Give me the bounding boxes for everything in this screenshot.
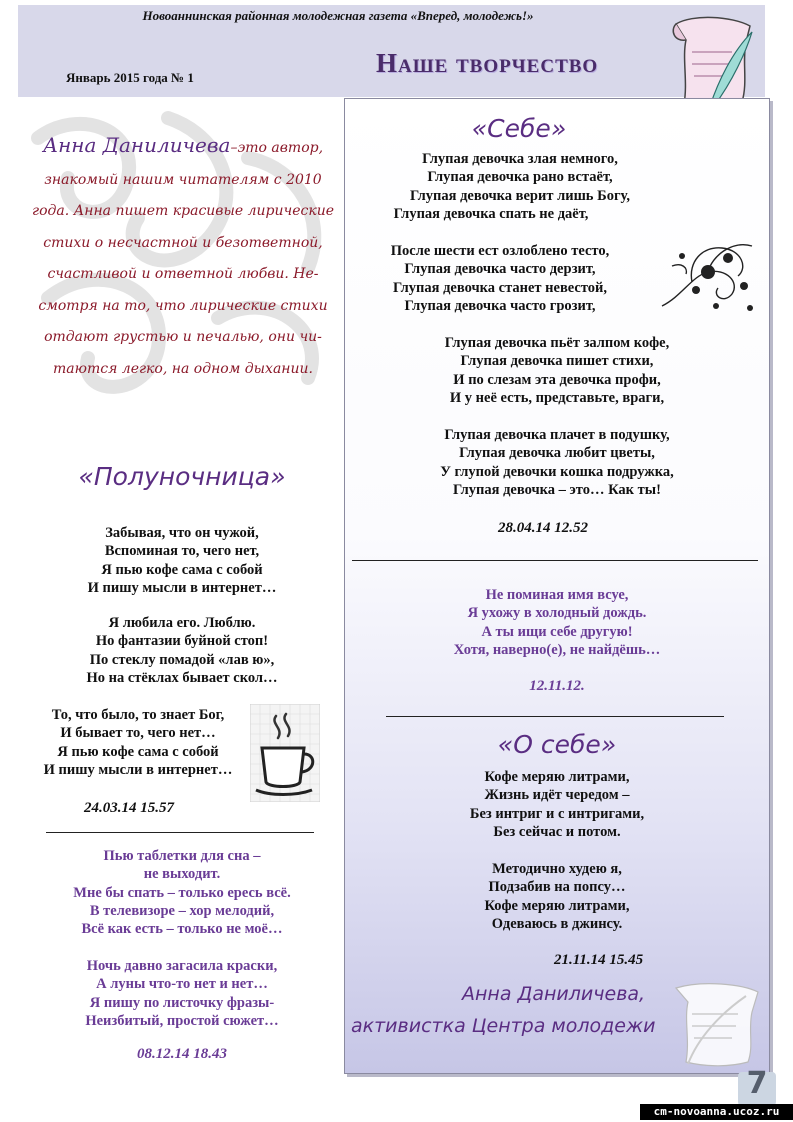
poem-title-about: «О себе»	[497, 730, 617, 759]
page-number: 7	[746, 1066, 768, 1101]
intro-author: Анна Даниличева	[42, 133, 231, 157]
poem-stanza: Не поминая имя всуе, Я ухожу в холодный дождь. А ты ищи себе другую! Хотя, наверно(е), не найдёшь…	[453, 587, 661, 658]
flower-ornament-icon	[652, 226, 764, 322]
poem-stanza: Глупая девочка злая немного, Глупая девочка рано встаёт, Глупая девочка верит лишь Богу, Глупая девочка спать не даёт,	[393, 151, 630, 222]
coffee-cup-icon	[250, 704, 320, 802]
poem-stanza: После шести ест озлоблено тесто, Глупая девочка часто дерзит, Глупая девочка станет невестой, Глупая девочка часто грозит,	[390, 243, 610, 314]
signature-role: активистка Центра молодежи	[351, 1015, 656, 1037]
poem-stanza: Ночь давно загасила краски, А луны что-то нет и нет… Я пишу по листочку фразы- Неизбитый, простой сюжет…	[85, 958, 279, 1029]
divider	[352, 560, 758, 561]
poem-stanza: Глупая девочка плачет в подушку, Глупая девочка любит цветы, У глупой девочки кошка подружка, Глупая девочка – это… Как ты!	[440, 427, 674, 498]
poem-date: 28.04.14 12.52	[498, 520, 588, 536]
poem-stanza: То, что было, то знает Бог, И бывает то, чего нет… Я пью кофе сама с собой И пишу мысли в интернет…	[43, 707, 233, 778]
poem-stanza: Забывая, что он чужой, Вспоминая то, чего нет, Я пью кофе сама с собой И пишу мысли в интернет…	[87, 525, 277, 596]
poem-stanza: Кофе меряю литрами, Жизнь идёт чередом – Без интриг и с интригами, Без сейчас и потом.	[469, 769, 645, 840]
poem-stanza: Глупая девочка пьёт залпом кофе, Глупая девочка пишет стихи, И по слезам эта девочка профи, И у неё есть, представьте, враги,	[444, 335, 670, 406]
poem-title-midnight: «Полуночница»	[78, 462, 286, 491]
divider	[386, 716, 724, 717]
poem-date: 12.11.12.	[529, 678, 585, 694]
signature-name: Анна Даниличева,	[462, 983, 646, 1005]
poem-stanza: Методично худею я, Подзабив на попсу… Кофе меряю литрами, Одеваюсь в джинсу.	[484, 861, 630, 932]
scroll-quill-icon	[662, 978, 766, 1070]
poem-title-self: «Себе»	[471, 114, 567, 143]
poem-date: 21.11.14 15.45	[554, 952, 644, 968]
section-title: Наше творчество	[376, 48, 599, 78]
intro-text: Анна Даниличева–это автор, знакомый нашим читателям с 2010 года. Анна пишет красивые лирические стихи о несчастной и безответной, счастливой и ответной любви. Не- смотря на то, что лирические стихи отдают грустью и печалью, они чи- таются легко, на одном дыхании.	[32, 133, 334, 377]
poem-stanza: Я любила его. Люблю. Но фантазии буйной стоп! По стеклу помадой «лав ю», Но на стёклах бывает скол…	[86, 615, 278, 686]
issue-date: Январь 2015 года № 1	[66, 70, 194, 85]
divider	[46, 832, 314, 833]
site-url: cm-novoanna.ucoz.ru	[653, 1105, 780, 1118]
poem-stanza: Пью таблетки для сна – не выходит. Мне бы спать – только ересь всё. В телевизоре – хор мелодий, Всё как есть – только не моё…	[73, 848, 291, 938]
poem-date: 08.12.14 18.43	[137, 1046, 227, 1062]
poem-date: 24.03.14 15.57	[84, 800, 174, 816]
newspaper-title: Новоаннинская районная молодежная газета «Вперед, молодежь!»	[142, 8, 534, 23]
